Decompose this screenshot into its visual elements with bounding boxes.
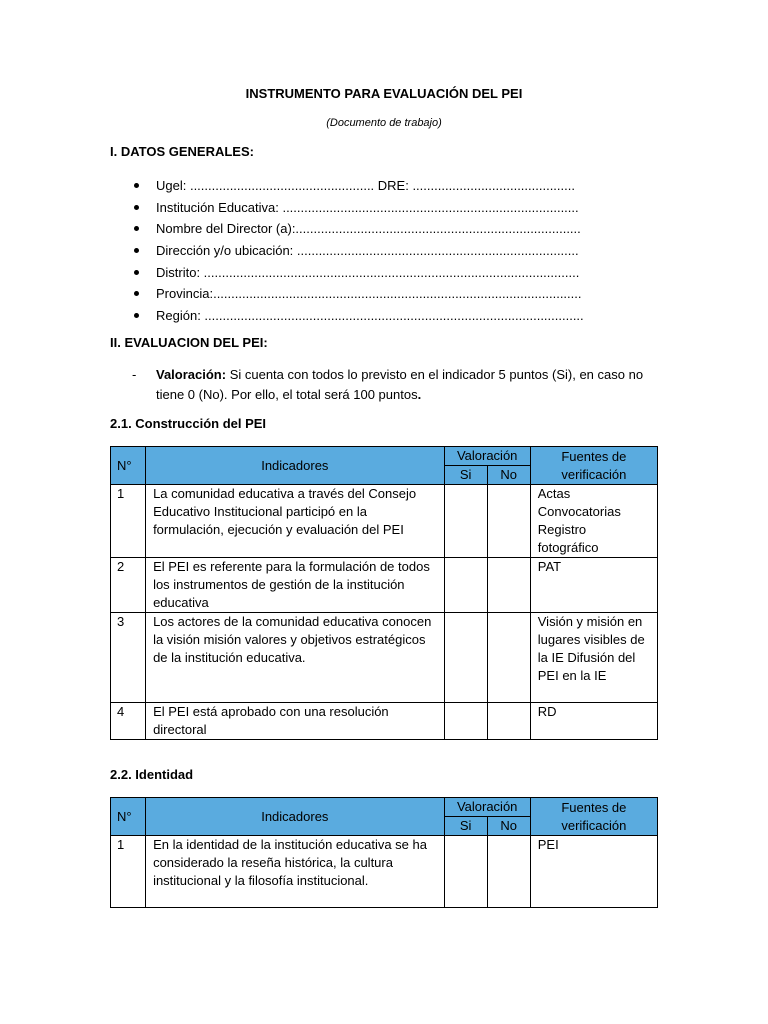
header-si: Si xyxy=(444,466,487,485)
row-number: 4 xyxy=(111,703,146,740)
row-si-cell[interactable] xyxy=(444,485,487,558)
header-num: N° xyxy=(111,798,146,836)
row-number: 1 xyxy=(111,836,146,908)
subsection-heading-identidad: 2.2. Identidad xyxy=(110,767,194,782)
identidad-table xyxy=(110,797,658,908)
document-subtitle: (Documento de trabajo) xyxy=(326,117,442,129)
field-direccion: Dirección y/o ubicación: .............................................................................. xyxy=(110,240,658,262)
field-director: Nombre del Director (a):............................................................................... xyxy=(110,218,658,240)
table-row xyxy=(111,836,658,908)
row-indicator: En la identidad de la institución educativa se ha considerado la reseña histórica, la cultura institucional y la filosofía institucional. xyxy=(146,836,445,908)
row-indicator: La comunidad educativa a través del Consejo Educativo Institucional participó en la formulación, ejecución y evaluación del PEI xyxy=(146,485,445,558)
header-fuentes: Fuentes de verificación xyxy=(530,447,657,485)
row-no-cell[interactable] xyxy=(487,613,530,703)
header-valoracion: Valoración xyxy=(444,447,530,466)
row-source: Visión y misión en lugares visibles de la IE Difusión del PEI en la IE xyxy=(530,613,657,703)
header-indicadores: Indicadores xyxy=(146,447,445,485)
field-institucion: Institución Educativa: .................................................................................. xyxy=(110,197,658,219)
valoracion-text: Si cuenta con todos lo previsto en el indicador 5 puntos (Si), en caso no tiene 0 (No). Por ello, el total será 100 puntos xyxy=(156,367,644,402)
row-si-cell[interactable] xyxy=(444,558,487,613)
field-distrito: Distrito: ........................................................................................................ xyxy=(110,262,658,284)
row-source: PEI xyxy=(530,836,657,908)
dash-marker: - xyxy=(132,367,137,382)
row-number: 2 xyxy=(111,558,146,613)
table-row xyxy=(111,558,658,613)
field-region: Región: ......................................................................................................... xyxy=(110,305,658,327)
section-heading-datos-generales: I. DATOS GENERALES: xyxy=(110,144,254,159)
field-ugel-dre: Ugel: ................................................... DRE: ............................................. xyxy=(110,175,658,197)
section-heading-evaluacion: II. EVALUACION DEL PEI: xyxy=(110,335,268,350)
table-row xyxy=(111,485,658,558)
row-indicator: El PEI es referente para la formulación de todos los instrumentos de gestión de la institución educativa xyxy=(146,558,445,613)
row-indicator: El PEI está aprobado con una resolución directoral xyxy=(146,703,445,740)
datos-generales-list xyxy=(110,175,658,327)
row-source: PAT xyxy=(530,558,657,613)
row-no-cell[interactable] xyxy=(487,485,530,558)
row-si-cell[interactable] xyxy=(444,836,487,908)
header-si: Si xyxy=(444,817,487,836)
valoracion-paragraph xyxy=(132,365,658,405)
construccion-table xyxy=(110,446,658,740)
row-source: RD xyxy=(530,703,657,740)
field-provincia: Provincia:...................................................................................................... xyxy=(110,283,658,305)
header-no: No xyxy=(487,817,530,836)
header-valoracion: Valoración xyxy=(444,798,530,817)
header-num: N° xyxy=(111,447,146,485)
table-row xyxy=(111,613,658,703)
header-fuentes: Fuentes de verificación xyxy=(530,798,657,836)
row-si-cell[interactable] xyxy=(444,613,487,703)
row-number: 1 xyxy=(111,485,146,558)
valoracion-label: Valoración: xyxy=(156,367,227,382)
valoracion-end: . xyxy=(417,387,422,402)
row-number: 3 xyxy=(111,613,146,703)
header-indicadores: Indicadores xyxy=(146,798,445,836)
subsection-heading-construccion: 2.1. Construcción del PEI xyxy=(110,416,267,431)
document-title: INSTRUMENTO PARA EVALUACIÓN DEL PEI xyxy=(245,86,523,101)
row-no-cell[interactable] xyxy=(487,703,530,740)
row-si-cell[interactable] xyxy=(444,703,487,740)
row-no-cell[interactable] xyxy=(487,558,530,613)
row-indicator: Los actores de la comunidad educativa conocen la visión misión valores y objetivos estratégicos de la institución educativa. xyxy=(146,613,445,703)
table-row xyxy=(111,703,658,740)
row-source: Actas Convocatorias Registro fotográfico xyxy=(530,485,657,558)
header-no: No xyxy=(487,466,530,485)
row-no-cell[interactable] xyxy=(487,836,530,908)
